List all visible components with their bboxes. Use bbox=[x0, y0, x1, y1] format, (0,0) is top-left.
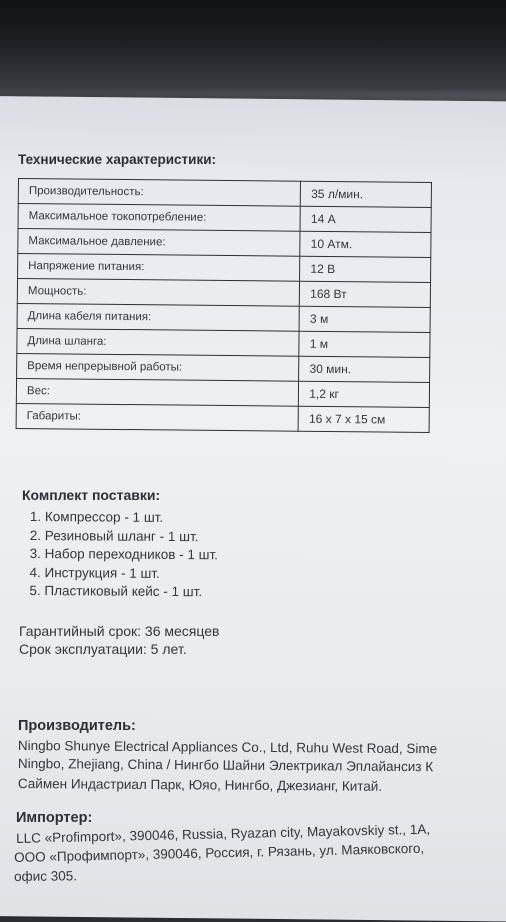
spec-value: 16 x 7 x 15 см bbox=[298, 406, 429, 432]
table-row bbox=[16, 403, 429, 432]
spec-value: 1 м bbox=[299, 331, 430, 357]
manufacturer-title: Производитель: bbox=[18, 718, 136, 734]
specs-title: Технические характеристики: bbox=[18, 152, 217, 167]
spec-param: Напряжение питания: bbox=[18, 254, 301, 282]
list-item: 5. Пластиковый кейс - 1 шт. bbox=[29, 582, 203, 600]
spec-param: Вес: bbox=[16, 378, 299, 406]
spec-param: Длина кабеля питания: bbox=[17, 303, 300, 331]
kit-list bbox=[29, 508, 218, 602]
spec-value: 1,2 кг bbox=[299, 381, 430, 407]
list-item: 1. Компрессор - 1 шт. bbox=[29, 508, 164, 525]
importer-line: офис 305. bbox=[14, 868, 78, 884]
manufacturer-line: Саймен Индастриал Парк, Юяо, Нингбо, Джезианг, Китай. bbox=[17, 775, 383, 794]
spec-value: 3 м bbox=[299, 306, 430, 332]
spec-param: Мощность: bbox=[17, 279, 300, 307]
spec-param: Максимальное давление: bbox=[18, 229, 301, 257]
kit-title: Комплект поставки: bbox=[22, 487, 161, 503]
spec-value: 14 А bbox=[300, 206, 431, 232]
spec-value: 168 Вт bbox=[300, 281, 431, 307]
manufacturer-line: Ningbo, Zhejiang, China / Нингбо Шайни Электрикал Эплайансиз К bbox=[17, 755, 434, 775]
spec-value: 12 В bbox=[300, 256, 431, 282]
spec-param: Время непрерывной работы: bbox=[17, 353, 300, 381]
manufacturer-line: Ningbo Shunye Electrical Appliances Co., Ltd, Ruhu West Road, Sime bbox=[17, 737, 438, 757]
list-item: 3. Набор переходников - 1 шт. bbox=[29, 545, 218, 563]
warranty-text: Гарантийный срок: 36 месяцев bbox=[19, 623, 220, 639]
importer-line: ООО «Профимпорт», 390046, Россия, г. Рязань, ул. Маяковского, bbox=[14, 840, 425, 865]
spec-param: Производительность: bbox=[18, 179, 301, 207]
spec-param: Длина шланга: bbox=[17, 328, 300, 356]
list-item: 4. Инструкция - 1 шт. bbox=[29, 564, 160, 581]
spec-value: 10 Атм. bbox=[300, 231, 431, 257]
list-item: 2. Резиновый шланг - 1 шт. bbox=[29, 527, 199, 544]
spec-param: Максимальное токопотребление: bbox=[18, 204, 301, 232]
importer-line: LLC «Profimport», 390046, Russia, Ryazan city, Mayakovskiy st., 1A, bbox=[16, 821, 431, 846]
spec-value: 35 л/мин. bbox=[301, 181, 432, 207]
importer-title: Импортер: bbox=[16, 810, 93, 826]
spec-param: Габариты: bbox=[16, 403, 299, 431]
spec-value: 30 мин. bbox=[299, 356, 430, 382]
service-life-text: Срок эксплуатации: 5 лет. bbox=[19, 641, 187, 657]
specs-table bbox=[16, 178, 432, 433]
